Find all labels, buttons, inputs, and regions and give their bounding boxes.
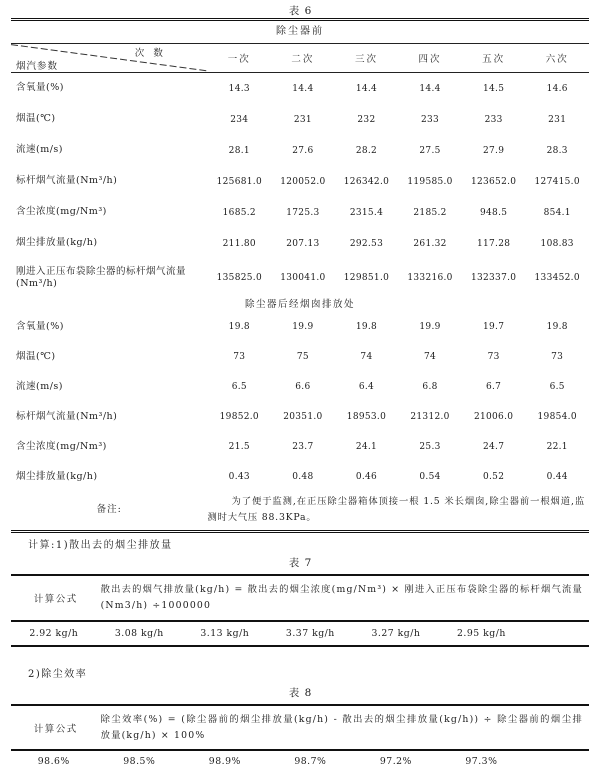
result-value: 3.27 kg/h [371,628,421,639]
row-label: 标杆烟气流量(Nm³/h) [16,175,118,187]
result-value: 97.3% [465,755,498,767]
data-cell: 125681.0 [216,176,262,187]
data-cell: 19.9 [292,322,314,332]
remark-label: 备注: [96,504,122,515]
diagonal-bottom-label: 烟汽参数 [16,61,59,72]
data-cell: 120052.0 [280,176,326,187]
table-row [11,259,589,297]
data-cell: 74 [424,352,437,362]
data-cell: 854.1 [543,207,571,218]
row-label: 刚进入正压布袋除尘器的标杆烟气流量(Nm³/h) [16,265,187,289]
diagonal-header-cell [11,44,208,72]
table-row [11,342,589,372]
result-value: 98.5% [123,755,156,767]
formula-label: 计算公式 [33,594,78,605]
row-label: 含尘浓度(mg/Nm³) [16,440,107,452]
data-cell: 74 [360,352,373,362]
data-cell: 135825.0 [216,273,262,283]
table7-formula-row [11,576,589,622]
row-label: 烟温(℃) [16,350,56,362]
data-cell: 948.5 [479,207,508,218]
data-cell: 0.43 [228,472,250,482]
table7 [11,574,589,647]
result-value: 2.92 kg/h [29,628,79,639]
data-cell: 0.52 [482,472,505,482]
data-cell: 14.5 [482,83,505,94]
data-cell: 0.48 [292,472,314,482]
table7-values-row [11,622,589,645]
data-cell: 1685.2 [222,207,256,218]
data-cell: 231 [548,114,567,125]
data-cell: 2185.2 [413,207,447,218]
data-cell: 21312.0 [410,412,450,422]
column-header: 五次 [482,54,506,65]
data-cell: 123652.0 [470,176,517,187]
table-row [11,432,589,462]
data-cell: 6.4 [358,382,375,392]
data-cell: 14.6 [546,83,568,94]
table-row [11,73,589,104]
data-cell: 73 [551,352,564,362]
data-cell: 130041.0 [280,273,326,283]
row-label: 烟尘排放量(kg/h) [16,237,98,249]
data-cell: 21006.0 [473,412,514,422]
data-cell: 234 [230,114,249,125]
result-value: 3.13 kg/h [200,628,250,639]
result-value: 98.9% [208,755,241,767]
table8 [11,704,589,768]
table-row [11,166,589,197]
table-row [11,197,589,228]
data-cell: 0.46 [355,472,378,482]
column-header: 二次 [291,54,315,65]
row-label: 含氧量(%) [16,82,64,94]
data-cell: 25.3 [419,442,441,452]
column-header: 一次 [227,54,251,65]
table-row [11,372,589,402]
table8-title: 表 8 [288,687,313,699]
data-cell: 108.83 [540,238,574,249]
data-cell: 19.9 [419,322,441,332]
data-cell: 18953.0 [346,412,387,422]
table-row [11,462,589,492]
row-label: 流速(m/s) [16,380,63,392]
result-value: 98.7% [294,755,327,767]
data-cell: 232 [357,114,376,125]
table8-formula-row [11,706,589,751]
data-cell: 22.1 [546,442,568,452]
data-cell: 2315.4 [349,207,384,218]
formula-text: 除尘效率(%) = (除尘器前的烟尘排放量(kg/h) - 散出去的烟尘排放量(kg/h)) ÷ 除尘器前的烟尘排放量(kg/h) × 100% [100,713,583,741]
data-cell: 261.32 [413,238,447,249]
data-cell: 73 [487,352,500,362]
data-cell: 28.3 [546,145,568,156]
data-cell: 0.44 [546,472,568,482]
formula-text: 散出去的烟气排放量(kg/h) = 散出去的烟尘浓度(mg/Nm³) × 刚进入正压布袋除尘器的标杆烟气流量(Nm3/h) ÷1000000 [100,584,583,611]
table8-values-row [11,751,589,768]
table-row [11,135,589,166]
column-header: 四次 [418,54,442,65]
row-label: 烟尘排放量(kg/h) [16,470,98,482]
result-value: 97.2% [379,755,412,767]
data-cell: 207.13 [286,238,320,249]
data-cell: 1725.3 [286,207,320,218]
table-row [11,228,589,259]
result-value: 2.95 kg/h [456,628,506,639]
data-cell: 24.7 [482,442,505,452]
data-cell: 14.3 [228,83,250,94]
remark-row [11,492,589,530]
data-cell: 6.7 [486,382,502,392]
calc2-heading: 2)除尘效率 [28,669,88,680]
data-cell: 21.5 [228,442,250,452]
data-cell: 129851.0 [343,273,390,283]
data-cell: 117.28 [476,238,511,249]
data-cell: 19.8 [228,322,250,332]
result-value: 3.08 kg/h [114,628,164,639]
row-label: 含氧量(%) [16,320,64,332]
table6 [11,18,589,533]
table6-title: 表 6 [288,5,313,17]
data-cell: 132337.0 [470,273,517,283]
data-cell: 6.5 [231,382,247,392]
data-cell: 211.80 [222,238,256,249]
section-after-rows [11,312,589,492]
data-cell: 73 [233,352,246,362]
data-cell: 14.4 [355,83,378,94]
data-cell: 6.5 [549,382,565,392]
data-cell: 6.6 [295,382,311,392]
data-cell: 19.8 [546,322,568,332]
row-label: 流速(m/s) [16,144,63,156]
data-cell: 119585.0 [407,176,453,187]
calc1-heading: 计算:1)散出去的烟尘排放量 [28,540,173,551]
data-cell: 19.7 [482,322,505,332]
data-cell: 20351.0 [283,412,323,422]
formula-label: 计算公式 [33,723,78,735]
diagonal-top-label: 次 数 [134,48,166,59]
data-cell: 19.8 [355,322,378,332]
row-label: 标杆烟气流量(Nm³/h) [16,410,118,422]
table-row [11,402,589,432]
data-cell: 6.8 [422,382,438,392]
section-before-rows [11,73,589,297]
data-cell: 292.53 [349,238,384,249]
data-cell: 231 [293,114,312,125]
section-after-header: 除尘器后经烟囱排放处 [244,299,355,310]
data-cell: 133216.0 [407,273,453,283]
data-cell: 19854.0 [537,412,577,422]
data-cell: 19852.0 [219,412,259,422]
data-cell: 28.2 [355,145,378,156]
data-cell: 233 [420,114,440,125]
data-cell: 24.1 [355,442,378,452]
column-header: 六次 [545,54,569,65]
data-cell: 27.6 [292,145,314,156]
data-cell: 14.4 [292,83,314,94]
data-cell: 127415.0 [534,176,580,187]
data-cell: 23.7 [292,442,314,452]
result-value: 98.6% [37,755,70,767]
row-label: 含尘浓度(mg/Nm³) [16,206,107,218]
column-header: 三次 [354,54,378,65]
data-cell: 133452.0 [534,273,580,283]
table6-band-header: 除尘器前 [11,21,589,44]
result-value: 3.37 kg/h [285,628,335,639]
data-cell: 27.5 [419,145,441,156]
data-cell: 27.9 [482,145,505,156]
table7-title: 表 7 [288,557,313,569]
data-cell: 126342.0 [343,176,390,187]
data-cell: 233 [484,114,503,125]
data-cell: 0.54 [419,472,441,482]
data-cell: 14.4 [419,83,441,94]
data-cell: 28.1 [228,145,250,156]
data-cell: 75 [296,352,309,362]
remark-text: 为了便于监测,在正压除尘器箱体顶接一根 1.5 米长烟囱,除尘器前一根烟道,监测时大气压 88.3KPa。 [207,496,585,523]
row-label: 烟温(℃) [16,113,56,125]
table-row [11,312,589,342]
table6-column-header-row [11,44,589,73]
table-row [11,104,589,135]
